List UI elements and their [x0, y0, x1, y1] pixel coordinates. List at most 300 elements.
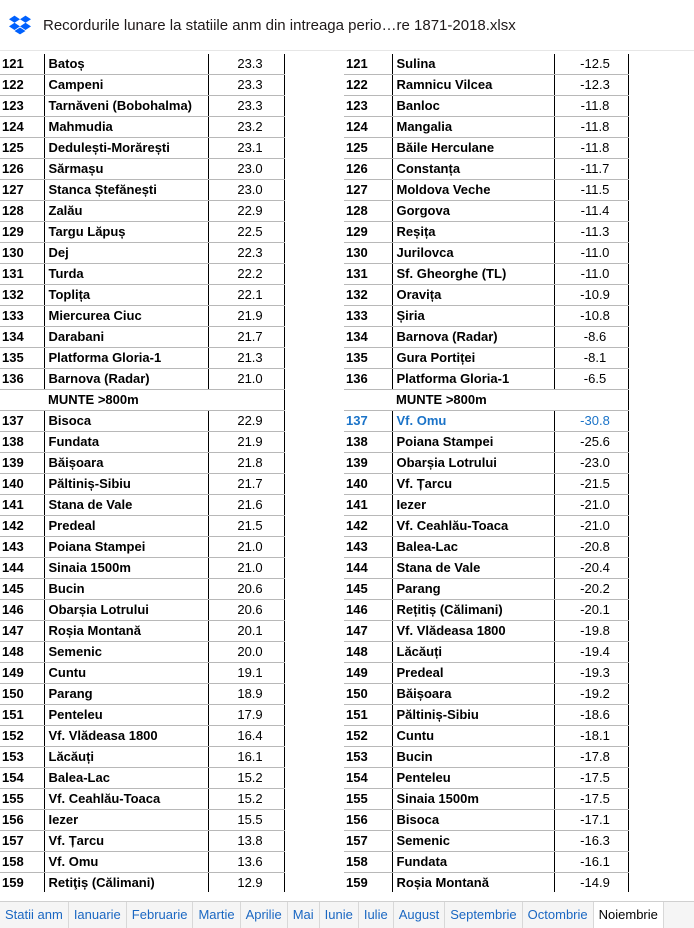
row-number-cell[interactable]: 155 [0, 789, 44, 810]
station-name-cell[interactable]: Miercurea Ciuc [44, 306, 208, 327]
station-name-cell[interactable]: Obarșia Lotrului [392, 453, 554, 474]
table-row[interactable] [0, 54, 284, 75]
table-row[interactable] [344, 663, 628, 684]
row-number-cell[interactable]: 151 [344, 705, 392, 726]
row-number-cell[interactable]: 122 [344, 75, 392, 96]
table-row[interactable] [344, 453, 628, 474]
table-row[interactable] [344, 852, 628, 873]
station-name-cell[interactable]: Dedulești-Morărești [44, 138, 208, 159]
row-number-cell[interactable]: 131 [0, 264, 44, 285]
table-row[interactable] [0, 369, 284, 390]
row-number-cell[interactable]: 131 [344, 264, 392, 285]
table-row[interactable] [344, 180, 628, 201]
station-name-cell[interactable]: Mangalia [392, 117, 554, 138]
row-number-cell[interactable]: 124 [344, 117, 392, 138]
table-row[interactable] [0, 117, 284, 138]
table-row[interactable] [0, 306, 284, 327]
station-name-cell[interactable]: Șiria [392, 306, 554, 327]
station-name-cell[interactable]: Bisoca [392, 810, 554, 831]
sheet-tab[interactable]: Mai [288, 902, 320, 928]
station-name-cell[interactable]: Banloc [392, 96, 554, 117]
value-cell[interactable]: -18.6 [554, 705, 628, 726]
table-row[interactable] [0, 642, 284, 663]
value-cell[interactable]: 21.0 [208, 369, 284, 390]
table-row[interactable] [0, 663, 284, 684]
row-number-cell[interactable]: 147 [0, 621, 44, 642]
dropbox-logo-icon[interactable] [9, 15, 31, 35]
station-name-cell[interactable]: Turda [44, 264, 208, 285]
table-row[interactable] [344, 726, 628, 747]
table-row[interactable] [0, 831, 284, 852]
row-number-cell[interactable]: 132 [344, 285, 392, 306]
table-row[interactable] [344, 54, 628, 75]
row-number-cell[interactable]: 146 [344, 600, 392, 621]
table-row[interactable] [344, 138, 628, 159]
row-number-cell[interactable]: 141 [344, 495, 392, 516]
value-cell[interactable]: 21.3 [208, 348, 284, 369]
table-row[interactable] [344, 831, 628, 852]
station-name-cell[interactable]: Parang [44, 684, 208, 705]
table-row[interactable] [344, 621, 628, 642]
table-row[interactable] [344, 264, 628, 285]
sheet-tab[interactable]: Noiembrie [594, 902, 664, 928]
value-cell[interactable]: 22.3 [208, 243, 284, 264]
value-cell[interactable]: -8.1 [554, 348, 628, 369]
value-cell[interactable]: -19.2 [554, 684, 628, 705]
row-number-cell[interactable]: 154 [0, 768, 44, 789]
spreadsheet-area[interactable] [0, 54, 694, 892]
row-number-cell[interactable]: 133 [0, 306, 44, 327]
table-row[interactable] [0, 432, 284, 453]
row-number-cell[interactable]: 130 [0, 243, 44, 264]
table-row[interactable] [344, 285, 628, 306]
row-number-cell[interactable]: 138 [344, 432, 392, 453]
value-cell[interactable]: -23.0 [554, 453, 628, 474]
row-number-cell[interactable]: 126 [0, 159, 44, 180]
station-name-cell[interactable]: Băișoara [392, 684, 554, 705]
sheet-tab[interactable]: Iulie [359, 902, 394, 928]
value-cell[interactable]: 23.3 [208, 75, 284, 96]
row-number-cell[interactable]: 130 [344, 243, 392, 264]
station-name-cell[interactable]: Vf. Omu [392, 411, 554, 432]
value-cell[interactable]: -10.9 [554, 285, 628, 306]
value-cell[interactable]: -10.8 [554, 306, 628, 327]
value-cell[interactable]: 20.6 [208, 579, 284, 600]
value-cell[interactable]: -18.1 [554, 726, 628, 747]
row-number-cell[interactable]: 128 [344, 201, 392, 222]
sheet-tab[interactable]: Septembrie [445, 902, 522, 928]
value-cell[interactable]: -12.5 [554, 54, 628, 75]
value-cell[interactable]: 18.9 [208, 684, 284, 705]
station-name-cell[interactable]: Cuntu [44, 663, 208, 684]
station-name-cell[interactable]: Bucin [44, 579, 208, 600]
value-cell[interactable]: 20.6 [208, 600, 284, 621]
value-cell[interactable]: -17.5 [554, 768, 628, 789]
station-name-cell[interactable]: Barnova (Radar) [44, 369, 208, 390]
station-name-cell[interactable]: Fundata [392, 852, 554, 873]
table-row[interactable] [344, 642, 628, 663]
row-number-cell[interactable]: 135 [344, 348, 392, 369]
row-number-cell[interactable]: 135 [0, 348, 44, 369]
value-cell[interactable]: 15.5 [208, 810, 284, 831]
station-name-cell[interactable]: Predeal [392, 663, 554, 684]
row-number-cell[interactable]: 152 [0, 726, 44, 747]
value-cell[interactable]: -17.8 [554, 747, 628, 768]
station-name-cell[interactable]: Stana de Vale [392, 558, 554, 579]
value-cell[interactable]: -11.5 [554, 180, 628, 201]
value-cell[interactable]: 22.9 [208, 411, 284, 432]
station-name-cell[interactable]: Gura Portiței [392, 348, 554, 369]
table-row[interactable] [344, 684, 628, 705]
value-cell[interactable]: 15.2 [208, 789, 284, 810]
row-number-cell[interactable]: 148 [344, 642, 392, 663]
value-cell[interactable]: 16.1 [208, 747, 284, 768]
value-cell[interactable]: 23.3 [208, 54, 284, 75]
station-name-cell[interactable]: Campeni [44, 75, 208, 96]
value-cell[interactable]: -11.3 [554, 222, 628, 243]
row-number-cell[interactable]: 156 [344, 810, 392, 831]
value-cell[interactable]: -20.1 [554, 600, 628, 621]
station-name-cell[interactable]: Vf. Ceahlău-Toaca [44, 789, 208, 810]
row-number-cell[interactable]: 132 [0, 285, 44, 306]
table-row[interactable] [0, 243, 284, 264]
value-cell[interactable]: -16.1 [554, 852, 628, 873]
value-cell[interactable]: 21.7 [208, 474, 284, 495]
row-number-cell[interactable]: 136 [0, 369, 44, 390]
row-number-cell[interactable]: 145 [0, 579, 44, 600]
row-number-cell[interactable]: 153 [0, 747, 44, 768]
row-number-cell[interactable]: 140 [344, 474, 392, 495]
table-row[interactable] [344, 348, 628, 369]
value-cell[interactable]: 17.9 [208, 705, 284, 726]
table-row[interactable] [0, 138, 284, 159]
station-name-cell[interactable]: Băile Herculane [392, 138, 554, 159]
value-cell[interactable]: -11.8 [554, 117, 628, 138]
table-row[interactable] [0, 348, 284, 369]
station-name-cell[interactable]: Sinaia 1500m [44, 558, 208, 579]
value-cell[interactable]: -20.8 [554, 537, 628, 558]
station-name-cell[interactable]: Penteleu [392, 768, 554, 789]
station-name-cell[interactable]: Batoș [44, 54, 208, 75]
row-number-cell[interactable]: 158 [344, 852, 392, 873]
value-cell[interactable]: 21.0 [208, 558, 284, 579]
value-cell[interactable]: 13.8 [208, 831, 284, 852]
table-row[interactable] [344, 705, 628, 726]
station-name-cell[interactable]: Predeal [44, 516, 208, 537]
station-name-cell[interactable]: Vf. Țarcu [44, 831, 208, 852]
value-cell[interactable]: 23.0 [208, 180, 284, 201]
table-row[interactable] [344, 810, 628, 831]
row-number-cell[interactable]: 157 [344, 831, 392, 852]
value-cell[interactable]: -21.5 [554, 474, 628, 495]
station-name-cell[interactable]: Toplița [44, 285, 208, 306]
row-number-cell[interactable]: 136 [344, 369, 392, 390]
station-name-cell[interactable]: Bisoca [44, 411, 208, 432]
sheet-tab[interactable]: Martie [193, 902, 240, 928]
value-cell[interactable]: 22.1 [208, 285, 284, 306]
value-cell[interactable] [208, 390, 284, 411]
value-cell[interactable]: -30.8 [554, 411, 628, 432]
value-cell[interactable]: 23.1 [208, 138, 284, 159]
value-cell[interactable]: 20.0 [208, 642, 284, 663]
table-row[interactable] [0, 495, 284, 516]
station-name-cell[interactable]: Penteleu [44, 705, 208, 726]
table-row[interactable] [344, 411, 628, 432]
row-number-cell[interactable]: 155 [344, 789, 392, 810]
station-name-cell[interactable]: Constanța [392, 159, 554, 180]
station-name-cell[interactable]: Băișoara [44, 453, 208, 474]
value-cell[interactable]: 21.9 [208, 432, 284, 453]
station-name-cell[interactable]: Păltiniș-Sibiu [44, 474, 208, 495]
value-cell[interactable]: -21.0 [554, 495, 628, 516]
table-row[interactable] [344, 474, 628, 495]
row-number-cell[interactable]: 134 [344, 327, 392, 348]
row-number-cell[interactable]: 125 [344, 138, 392, 159]
value-cell[interactable]: 16.4 [208, 726, 284, 747]
table-row[interactable] [0, 768, 284, 789]
row-number-cell[interactable]: 128 [0, 201, 44, 222]
station-name-cell[interactable]: Sărmașu [44, 159, 208, 180]
station-name-cell[interactable]: Semenic [392, 831, 554, 852]
station-name-cell[interactable]: Iezer [392, 495, 554, 516]
table-row[interactable] [0, 873, 284, 893]
station-name-cell[interactable]: Barnova (Radar) [392, 327, 554, 348]
row-number-cell[interactable]: 151 [0, 705, 44, 726]
table-row[interactable] [0, 285, 284, 306]
station-name-cell[interactable]: Vf. Vlădeasa 1800 [44, 726, 208, 747]
row-number-cell[interactable]: 127 [344, 180, 392, 201]
row-number-cell[interactable]: 147 [344, 621, 392, 642]
sheet-tab[interactable]: Ianuarie [69, 902, 127, 928]
value-cell[interactable]: -19.8 [554, 621, 628, 642]
station-name-cell[interactable]: Stanca Ștefănești [44, 180, 208, 201]
value-cell[interactable]: 21.9 [208, 306, 284, 327]
table-row[interactable] [344, 789, 628, 810]
row-number-cell[interactable]: 137 [344, 411, 392, 432]
table-row[interactable] [0, 222, 284, 243]
row-number-cell[interactable]: 142 [0, 516, 44, 537]
station-name-cell[interactable]: Roșia Montană [44, 621, 208, 642]
station-name-cell[interactable]: Stana de Vale [44, 495, 208, 516]
row-number-cell[interactable]: 142 [344, 516, 392, 537]
table-row[interactable] [0, 684, 284, 705]
table-row[interactable] [0, 201, 284, 222]
value-cell[interactable]: -16.3 [554, 831, 628, 852]
value-cell[interactable]: -11.8 [554, 96, 628, 117]
station-name-cell[interactable]: Targu Lăpuș [44, 222, 208, 243]
value-cell[interactable]: -17.1 [554, 810, 628, 831]
row-number-cell[interactable]: 139 [0, 453, 44, 474]
value-cell[interactable]: -6.5 [554, 369, 628, 390]
row-number-cell[interactable]: 141 [0, 495, 44, 516]
value-cell[interactable]: -12.3 [554, 75, 628, 96]
station-name-cell[interactable]: Obarșia Lotrului [44, 600, 208, 621]
table-row[interactable] [344, 96, 628, 117]
station-name-cell[interactable]: Zalău [44, 201, 208, 222]
section-header-row[interactable] [0, 390, 284, 411]
station-name-cell[interactable]: Semenic [44, 642, 208, 663]
row-number-cell[interactable]: 148 [0, 642, 44, 663]
table-row[interactable] [0, 747, 284, 768]
station-name-cell[interactable]: Vf. Ceahlău-Toaca [392, 516, 554, 537]
table-row[interactable] [0, 411, 284, 432]
row-number-cell[interactable]: 137 [0, 411, 44, 432]
station-name-cell[interactable]: Gorgova [392, 201, 554, 222]
value-cell[interactable]: -21.0 [554, 516, 628, 537]
row-number-cell[interactable] [344, 390, 392, 411]
row-number-cell[interactable]: 123 [0, 96, 44, 117]
table-row[interactable] [344, 327, 628, 348]
station-name-cell[interactable]: Vf. Vlădeasa 1800 [392, 621, 554, 642]
sheet-tab[interactable]: August [394, 902, 445, 928]
station-name-cell[interactable]: Păltiniș-Sibiu [392, 705, 554, 726]
table-row[interactable] [344, 201, 628, 222]
row-number-cell[interactable]: 159 [0, 873, 44, 893]
row-number-cell[interactable]: 129 [0, 222, 44, 243]
table-row[interactable] [344, 222, 628, 243]
row-number-cell[interactable]: 126 [344, 159, 392, 180]
station-name-cell[interactable]: Mahmudia [44, 117, 208, 138]
station-name-cell[interactable]: Ramnicu Vilcea [392, 75, 554, 96]
value-cell[interactable]: -19.3 [554, 663, 628, 684]
station-name-cell[interactable]: Iezer [44, 810, 208, 831]
station-name-cell[interactable]: Sf. Gheorghe (TL) [392, 264, 554, 285]
row-number-cell[interactable]: 159 [344, 873, 392, 893]
station-name-cell[interactable]: Jurilovca [392, 243, 554, 264]
table-row[interactable] [0, 327, 284, 348]
row-number-cell[interactable]: 150 [344, 684, 392, 705]
table-row[interactable] [344, 243, 628, 264]
value-cell[interactable]: 15.2 [208, 768, 284, 789]
value-cell[interactable]: -8.6 [554, 327, 628, 348]
table-row[interactable] [344, 558, 628, 579]
section-header-row[interactable] [344, 390, 628, 411]
value-cell[interactable]: 23.3 [208, 96, 284, 117]
table-row[interactable] [344, 768, 628, 789]
table-row[interactable] [0, 852, 284, 873]
station-name-cell[interactable]: Poiana Stampei [392, 432, 554, 453]
value-cell[interactable]: 13.6 [208, 852, 284, 873]
table-row[interactable] [0, 159, 284, 180]
station-name-cell[interactable]: MUNTE >800m [392, 390, 554, 411]
table-row[interactable] [0, 75, 284, 96]
row-number-cell[interactable]: 133 [344, 306, 392, 327]
station-name-cell[interactable]: Vf. Omu [44, 852, 208, 873]
table-row[interactable] [0, 789, 284, 810]
row-number-cell[interactable]: 144 [0, 558, 44, 579]
station-name-cell[interactable]: Oravița [392, 285, 554, 306]
table-row[interactable] [0, 726, 284, 747]
table-row[interactable] [0, 810, 284, 831]
value-cell[interactable]: 21.8 [208, 453, 284, 474]
value-cell[interactable]: 21.7 [208, 327, 284, 348]
value-cell[interactable]: 21.0 [208, 537, 284, 558]
table-row[interactable] [0, 96, 284, 117]
table-row[interactable] [344, 306, 628, 327]
row-number-cell[interactable]: 121 [0, 54, 44, 75]
table-row[interactable] [0, 705, 284, 726]
row-number-cell[interactable] [0, 390, 44, 411]
table-row[interactable] [0, 264, 284, 285]
value-cell[interactable]: 22.2 [208, 264, 284, 285]
row-number-cell[interactable]: 139 [344, 453, 392, 474]
sheet-tab[interactable]: Statii anm [0, 902, 69, 928]
station-name-cell[interactable]: Rețitiș (Călimani) [392, 600, 554, 621]
value-cell[interactable]: -11.7 [554, 159, 628, 180]
station-name-cell[interactable]: Moldova Veche [392, 180, 554, 201]
station-name-cell[interactable]: Darabani [44, 327, 208, 348]
station-name-cell[interactable]: Balea-Lac [44, 768, 208, 789]
station-name-cell[interactable]: Lăcăuți [44, 747, 208, 768]
table-row[interactable] [0, 453, 284, 474]
value-cell[interactable]: -19.4 [554, 642, 628, 663]
table-row[interactable] [344, 537, 628, 558]
row-number-cell[interactable]: 134 [0, 327, 44, 348]
station-name-cell[interactable]: Sinaia 1500m [392, 789, 554, 810]
value-cell[interactable]: -17.5 [554, 789, 628, 810]
station-name-cell[interactable]: Retiţiș (Călimani) [44, 873, 208, 893]
table-row[interactable] [0, 537, 284, 558]
row-number-cell[interactable]: 144 [344, 558, 392, 579]
sheet-tab[interactable]: Iunie [320, 902, 359, 928]
table-row[interactable] [344, 516, 628, 537]
row-number-cell[interactable]: 145 [344, 579, 392, 600]
row-number-cell[interactable]: 122 [0, 75, 44, 96]
table-row[interactable] [0, 180, 284, 201]
row-number-cell[interactable]: 143 [0, 537, 44, 558]
sheet-tab[interactable]: Octombrie [523, 902, 594, 928]
value-cell[interactable]: 21.5 [208, 516, 284, 537]
table-row[interactable] [344, 579, 628, 600]
table-row[interactable] [0, 516, 284, 537]
station-name-cell[interactable]: Cuntu [392, 726, 554, 747]
value-cell[interactable]: -11.8 [554, 138, 628, 159]
row-number-cell[interactable]: 157 [0, 831, 44, 852]
value-cell[interactable]: 23.2 [208, 117, 284, 138]
row-number-cell[interactable]: 121 [344, 54, 392, 75]
station-name-cell[interactable]: Sulina [392, 54, 554, 75]
sheet-tab[interactable]: Februarie [127, 902, 194, 928]
station-name-cell[interactable]: Lăcăuți [392, 642, 554, 663]
row-number-cell[interactable]: 156 [0, 810, 44, 831]
row-number-cell[interactable]: 123 [344, 96, 392, 117]
row-number-cell[interactable]: 138 [0, 432, 44, 453]
value-cell[interactable]: 19.1 [208, 663, 284, 684]
table-row[interactable] [0, 600, 284, 621]
row-number-cell[interactable]: 150 [0, 684, 44, 705]
station-name-cell[interactable]: MUNTE >800m [44, 390, 208, 411]
station-name-cell[interactable]: Parang [392, 579, 554, 600]
value-cell[interactable]: 22.5 [208, 222, 284, 243]
station-name-cell[interactable]: Poiana Stampei [44, 537, 208, 558]
value-cell[interactable]: 20.1 [208, 621, 284, 642]
table-row[interactable] [0, 621, 284, 642]
station-name-cell[interactable]: Tarnăveni (Bobohalma) [44, 96, 208, 117]
row-number-cell[interactable]: 129 [344, 222, 392, 243]
table-row[interactable] [344, 432, 628, 453]
table-row[interactable] [0, 579, 284, 600]
sheet-tab[interactable]: Aprilie [241, 902, 288, 928]
value-cell[interactable]: -14.9 [554, 873, 628, 893]
table-row[interactable] [0, 558, 284, 579]
station-name-cell[interactable]: Vf. Țarcu [392, 474, 554, 495]
table-row[interactable] [344, 159, 628, 180]
station-name-cell[interactable]: Bucin [392, 747, 554, 768]
station-name-cell[interactable]: Fundata [44, 432, 208, 453]
row-number-cell[interactable]: 124 [0, 117, 44, 138]
value-cell[interactable]: -11.4 [554, 201, 628, 222]
value-cell[interactable] [554, 390, 628, 411]
